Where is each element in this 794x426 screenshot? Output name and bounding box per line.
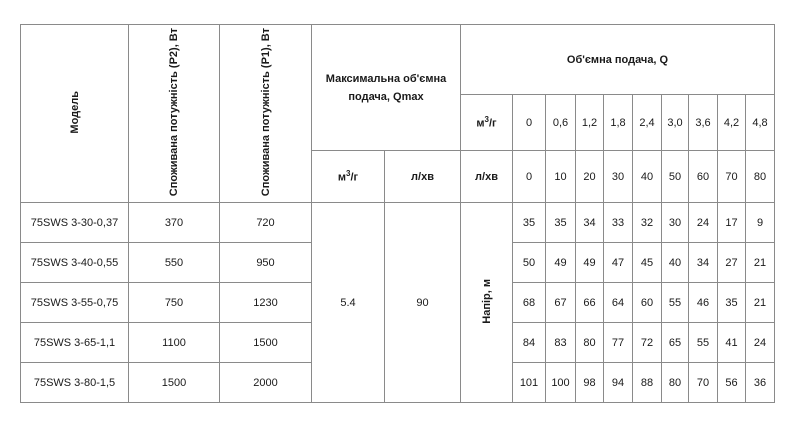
header-p1-label: Споживана потужність (P1), Вт (259, 27, 272, 197)
head-value-cell: 80 (662, 363, 689, 403)
head-value-cell: 55 (689, 323, 718, 363)
head-value-cell: 46 (689, 283, 718, 323)
head-value-cell: 67 (546, 283, 576, 323)
head-value-cell: 84 (513, 323, 546, 363)
head-value-cell: 34 (689, 243, 718, 283)
head-value-cell: 47 (604, 243, 633, 283)
unit-lmin-label: л/хв (461, 151, 513, 203)
flow-lmin-value: 70 (718, 151, 746, 203)
head-value-cell: 49 (546, 243, 576, 283)
head-value-cell: 27 (718, 243, 746, 283)
flow-m3h-value: 4,8 (746, 95, 775, 151)
qmax-unit-lmin: л/хв (385, 151, 461, 203)
p1-cell: 950 (220, 243, 312, 283)
head-value-cell: 35 (513, 203, 546, 243)
flow-lmin-value: 80 (746, 151, 775, 203)
model-cell: 75SWS 3-55-0,75 (21, 283, 129, 323)
p1-cell: 2000 (220, 363, 312, 403)
p2-cell: 1500 (129, 363, 220, 403)
head-value-cell: 49 (576, 243, 604, 283)
qmax-unit-m3h: $м^3/г$ (312, 151, 385, 203)
head-value-cell: 55 (662, 283, 689, 323)
pump-spec-table (20, 24, 775, 403)
unit-m3h-label: $м^3/г$ (461, 95, 513, 151)
p2-cell: 750 (129, 283, 220, 323)
flow-lmin-value: 0 (513, 151, 546, 203)
qmax-lmin-value: 90 (385, 203, 461, 403)
head-value-cell: 33 (604, 203, 633, 243)
head-value-cell: 50 (513, 243, 546, 283)
flow-m3h-value: 3,0 (662, 95, 689, 151)
head-value-cell: 101 (513, 363, 546, 403)
qmax-m3h-value: 5.4 (312, 203, 385, 403)
header-model-label: Модель (68, 90, 81, 134)
head-value-cell: 65 (662, 323, 689, 363)
head-value-cell: 9 (746, 203, 775, 243)
head-value-cell: 17 (718, 203, 746, 243)
head-value-cell: 32 (633, 203, 662, 243)
flow-m3h-value: 0,6 (546, 95, 576, 151)
head-value-cell: 30 (662, 203, 689, 243)
head-value-cell: 41 (718, 323, 746, 363)
p2-cell: 370 (129, 203, 220, 243)
head-value-cell: 94 (604, 363, 633, 403)
head-value-cell: 88 (633, 363, 662, 403)
flow-lmin-value: 30 (604, 151, 633, 203)
head-value-cell: 35 (718, 283, 746, 323)
flow-m3h-value: 4,2 (718, 95, 746, 151)
p1-cell: 720 (220, 203, 312, 243)
flow-lmin-value: 20 (576, 151, 604, 203)
head-value-cell: 98 (576, 363, 604, 403)
head-value-cell: 83 (546, 323, 576, 363)
head-value-cell: 21 (746, 283, 775, 323)
head-value-cell: 40 (662, 243, 689, 283)
head-value-cell: 56 (718, 363, 746, 403)
model-cell: 75SWS 3-80-1,5 (21, 363, 129, 403)
head-value-cell: 70 (689, 363, 718, 403)
head-value-cell: 100 (546, 363, 576, 403)
model-cell: 75SWS 3-30-0,37 (21, 203, 129, 243)
head-value-cell: 21 (746, 243, 775, 283)
p2-cell: 1100 (129, 323, 220, 363)
head-value-cell: 72 (633, 323, 662, 363)
model-cell: 75SWS 3-65-1,1 (21, 323, 129, 363)
flow-lmin-value: 10 (546, 151, 576, 203)
header-qmax: Максимальна об'ємна подача, Qmax (312, 25, 461, 151)
head-value-cell: 66 (576, 283, 604, 323)
header-p2-label: Споживана потужність (P2), Вт (168, 27, 180, 197)
header-model (21, 25, 129, 203)
head-value-cell: 24 (689, 203, 718, 243)
flow-m3h-value: 0 (513, 95, 546, 151)
table-row (21, 203, 775, 243)
head-value-cell: 68 (513, 283, 546, 323)
flow-lmin-value: 50 (662, 151, 689, 203)
flow-lmin-value: 40 (633, 151, 662, 203)
head-label-cell (461, 203, 513, 403)
head-value-cell: 60 (633, 283, 662, 323)
head-value-cell: 36 (746, 363, 775, 403)
header-p1 (220, 25, 312, 203)
p2-cell: 550 (129, 243, 220, 283)
p1-cell: 1500 (220, 323, 312, 363)
header-p2 (129, 25, 220, 203)
head-label: Напір, м (480, 278, 493, 324)
flow-lmin-value: 60 (689, 151, 718, 203)
flow-m3h-value: 2,4 (633, 95, 662, 151)
head-value-cell: 77 (604, 323, 633, 363)
head-value-cell: 80 (576, 323, 604, 363)
flow-m3h-value: 1,2 (576, 95, 604, 151)
p1-cell: 1230 (220, 283, 312, 323)
flow-m3h-value: 1,8 (604, 95, 633, 151)
header-q: Об'ємна подача, Q (461, 25, 775, 95)
head-value-cell: 45 (633, 243, 662, 283)
flow-m3h-value: 3,6 (689, 95, 718, 151)
head-value-cell: 64 (604, 283, 633, 323)
head-value-cell: 24 (746, 323, 775, 363)
model-cell: 75SWS 3-40-0,55 (21, 243, 129, 283)
head-value-cell: 35 (546, 203, 576, 243)
head-value-cell: 34 (576, 203, 604, 243)
